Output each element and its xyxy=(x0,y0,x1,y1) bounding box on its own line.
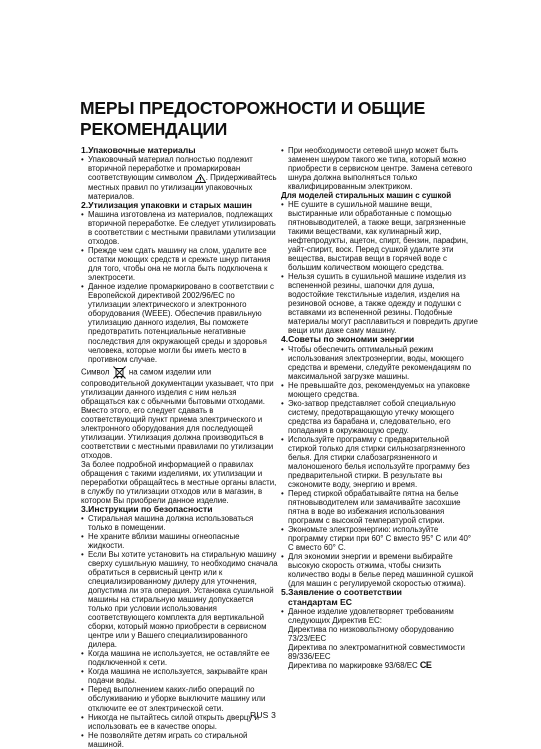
section-heading: 2.Утилизация упаковки и старых машин xyxy=(81,199,252,210)
bullet-item: • Прежде чем сдать машину на слом, удалите все остатки моющих средств и срежьте шнур питания для того, чтобы она не могла быть подключена к электросети. xyxy=(81,246,278,282)
warning-triangle-icon xyxy=(195,174,206,183)
section-heading: 5.Заявление о соответствии xyxy=(281,587,402,598)
ce-mark: CE xyxy=(419,660,432,671)
bullet-item: • Не храните вблизи машины огнеопасные жидкости. xyxy=(81,532,278,550)
crossed-out-bin-icon xyxy=(112,366,127,379)
bullet-item: • Упаковочный материал полностью подлежит вторичной переработке и промаркирован соответствующим символом . Придерживайтесь местных правил по утилизации упаковочных материалов. xyxy=(81,155,278,200)
bullet-item: • Чтобы обеспечить оптимальный режим использования электроэнергии, воды, моющего средства и времени, следуйте рекомендациям по максимальной загрузке машины. xyxy=(281,345,478,381)
bullet-item: • При необходимости сетевой шнур может быть заменен шнуром такого же типа, который можно приобрести в сервисном центре. Замена сетевого шнура должна выполняться только квалифицированным электриком. xyxy=(281,146,478,191)
bullet-item: • Данное изделие промаркировано в соответствии с Европейской директивой 2002/96/ЕС по утилизации электрического и электронного оборудования (WEEE). Обеспечив правильную утилизацию данного изделия, Вы поможете предотвратить потенциальные негативные последствия для окружающей среды и здоровья человека, которые могли бы иметь место в противном случае. xyxy=(81,282,278,363)
left-column xyxy=(81,146,278,749)
section-heading: 3.Инструкции по безопасности xyxy=(81,503,213,514)
bullet-item: • Экономьте электроэнергию: используйте программу стирки при 60° C вместо 95° C или 40° C вместо 60° C. xyxy=(281,525,478,552)
bullet-item: • Данное изделие удовлетворяет требованиям следующих Директив ЕС: xyxy=(281,607,478,625)
directive-line: Директива по электромагнитной совместимости 89/336/EEC xyxy=(288,643,465,662)
section-heading-continued: стандартам ЕС xyxy=(288,596,352,607)
bullet-item: • Когда машина не используется, закрывайте кран подачи воды. xyxy=(81,667,278,685)
directive-line: Директива по маркировке 93/68/EC CE xyxy=(288,660,432,671)
bullet-item: • Не превышайте доз, рекомендуемых на упаковке моющего средства. xyxy=(281,381,478,399)
page-number: RUS 3 xyxy=(250,710,277,720)
subsection-heading: Для моделей стиральных машин с сушкой xyxy=(281,191,452,201)
bullet-item: • Если Вы хотите установить на стиральную машину сверху сушильную машину, то необходимо сначала обратиться в сервисный центр или к специализированному дилеру для уточнения, допустима ли эта операция. Установка сушильной машины на стиральную машину допускается только при условии использования соответствующего комплекта для вертикальной сборки, который можно приобрести в сервисном центре или у Вашего специализированного дилера. xyxy=(81,550,278,649)
bullet-item: • Перед стиркой обрабатывайте пятна на белье пятновыводителем или замачивайте засохшие пятна в воде во избежания использования программ с высокой температурой стирки. xyxy=(281,489,478,525)
directive-line: Директива по низковольтному оборудованию 73/23/EEC xyxy=(288,625,454,644)
bullet-item: • Стиральная машина должна использоваться только в помещении. xyxy=(81,514,278,532)
bullet-item: • Нельзя сушить в сушильной машине изделия из вспененной резины, шапочки для душа, водостойкие текстильные изделия, изделия на резиновой основе, а также одежду и подушки с вставками из вспененной резины. Подобные материалы могут расплавиться и повредить другие вещи или даже саму машину. xyxy=(281,272,478,335)
bullet-item: • Перед выполнением каких-либо операций по обслуживанию и уборке выключите машину или отключите ее от электрической сети. xyxy=(81,685,278,712)
page-title: МЕРЫ ПРЕДОСТОРОЖНОСТИ И ОБЩИЕ РЕКОМЕНДАЦИИ xyxy=(80,98,426,139)
section-heading: 1.Упаковочные материалы xyxy=(81,145,196,155)
right-column xyxy=(281,146,478,670)
bullet-item: • Используйте программу с предварительной стиркой только для стирки сильнозагрязненного белья. Для стирки слабозагрязненного и малоношеного белья используйте программу без предварительной стирки. В результате вы сэкономите воду, энергию и время. xyxy=(281,435,478,489)
bullet-item: • НЕ сушите в сушильной машине вещи, выстиранные или обработанные с помощью пятновыводителей, а также вещи, загрязненные такими веществами, как кулинарный жир, нефтепродукты, ацетон, спирт, бензин, парафин, уайт-спирит, воск. Перед сушкой удалите эти вещества, выстирав вещи в горячей воде с большим количеством моющего средства. xyxy=(281,200,478,272)
bullet-item: • Когда машина не используется, не оставляйте ее подключенной к сети. xyxy=(81,649,278,667)
bullet-item: • Эко-затвор представляет собой специальную систему, предотвращающую утечку моющего средства из барабана и, следовательно, его попадания в окружающую среду. xyxy=(281,399,478,435)
bullet-item: • Для экономии энергии и времени выбирайте высокую скорость отжима, чтобы снизить количество воды в белье перед машинной сушкой (для машин с регулируемой скоростью отжима). xyxy=(281,552,478,588)
bullet-item: • Не позволяйте детям играть со стиральной машиной. xyxy=(81,731,278,749)
bullet-item: • Машина изготовлена из материалов, подлежащих вторичной переработке. Ее следует утилизировать в соответствии с местными правилами утилизации отходов. xyxy=(81,210,278,246)
section-heading: 4.Советы по экономии энергии xyxy=(281,334,415,345)
bullet-item: • Никогда не пытайтесь силой открыть дверцу и использовать ее в качестве опоры. xyxy=(81,713,278,731)
paragraph: За более подробной информацией о правилах обращения с такими изделиями, их утилизации и переработки обращайтесь в местные органы власти, в службу по утилизации отходов или в магазин, в котором Вы приобрели данное изделие. xyxy=(81,459,277,505)
paragraph: Символ на самом изделии или сопроводительной документации указывает, что при утилизации данного изделия с ним нельзя обращаться как с обычными бытовыми отходами. Вместо этого, его следует сдавать в соответствующий пункт приема электрического и электронного оборудования для последующей утилизации. Утилизация должна производиться в соответствии с местными правилами по утилизации отходов. xyxy=(81,367,274,460)
